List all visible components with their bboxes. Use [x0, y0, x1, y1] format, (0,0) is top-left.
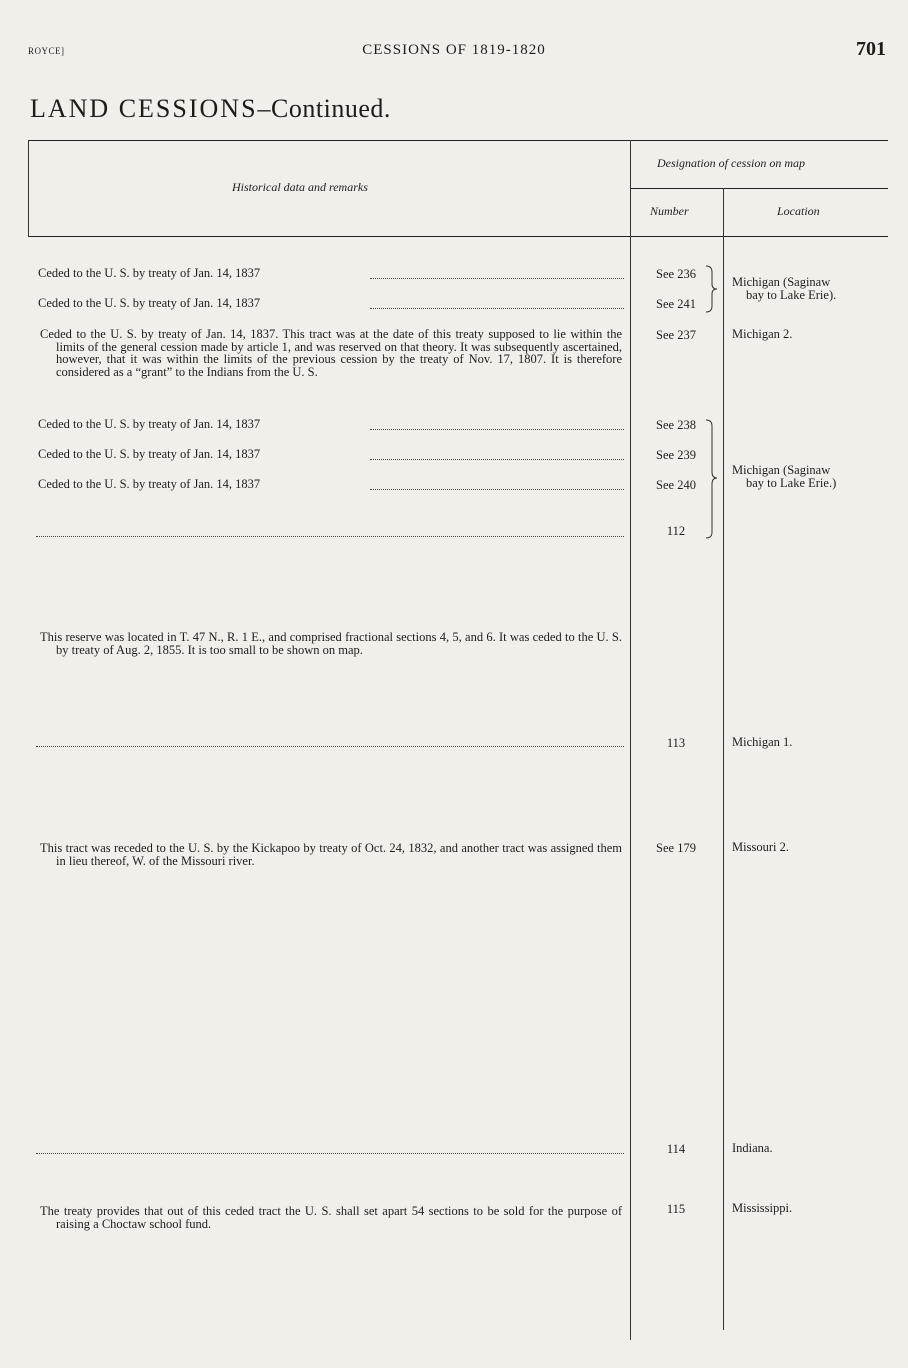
- row-remark: Ceded to the U. S. by treaty of Jan. 14, 1837: [38, 266, 261, 280]
- leader-dots: [370, 278, 624, 279]
- row-number: See 241: [656, 297, 696, 311]
- page-title: [30, 94, 391, 124]
- row-location: Michigan 1.: [732, 735, 793, 749]
- running-head-title: CESSIONS OF 1819-1820: [362, 42, 546, 58]
- row-number: See 239: [656, 448, 696, 462]
- location-line: bay to Lake Erie.): [746, 475, 837, 490]
- row-number: See 237: [656, 328, 696, 342]
- leader-dots: [36, 536, 624, 537]
- row-remark: This tract was receded to the U. S. by the Kickapoo by treaty of Oct. 24, 1832, and another tract was assigned them in lieu thereof, W. of the Missouri river.: [40, 841, 622, 868]
- row-number: 115: [666, 1202, 686, 1216]
- row-number: 114: [666, 1142, 686, 1156]
- leader-dots: [370, 459, 624, 460]
- row-number: 112: [666, 524, 686, 538]
- designation-rule: [630, 188, 888, 189]
- location-line: Michigan (Saginaw: [732, 463, 831, 477]
- location-group-a: [732, 276, 892, 301]
- location-line: bay to Lake Erie).: [746, 287, 837, 302]
- leader-dots: [370, 308, 624, 309]
- row-remark: The treaty provides that out of this ceded tract the U. S. shall set apart 54 sections to be sold for the purpose of raising a Choctaw school fund.: [40, 1204, 622, 1231]
- leader-dots: [370, 489, 624, 490]
- row-number: 113: [666, 736, 686, 750]
- column-divider-number: [723, 188, 724, 1330]
- row-location: Indiana.: [732, 1141, 773, 1155]
- leader-dots: [370, 429, 624, 430]
- row-number: See 238: [656, 418, 696, 432]
- row-location: Missouri 2.: [732, 840, 789, 854]
- row-number: See 179: [656, 841, 696, 855]
- row-remark: Ceded to the U. S. by treaty of Jan. 14, 1837. This tract was at the date of this treaty supposed to lie within the limits of the general cession made by article 1, and was reserved on that theory. It was subsequently ascertained, however, that it was within the limits of the previous cession by the treaty of Nov. 17, 1807. It is therefore considered as a “grant” to the Indians from the U. S.: [40, 327, 622, 379]
- running-head-author: ROYCE]: [28, 46, 65, 56]
- leader-dots: [36, 1153, 624, 1154]
- location-line: Michigan (Saginaw: [732, 275, 831, 289]
- row-remark: Ceded to the U. S. by treaty of Jan. 14, 1837: [38, 417, 261, 431]
- brace-icon: [704, 264, 718, 314]
- location-group-b: [732, 464, 892, 489]
- header-bottom-rule: [28, 236, 888, 237]
- table-top-rule: [28, 140, 888, 141]
- title-continued: –Continued.: [257, 94, 391, 123]
- brace-icon: [704, 418, 718, 540]
- header-designation: Designation of cession on map: [657, 156, 805, 170]
- table-left-border: [28, 140, 29, 237]
- row-location: Mississippi.: [732, 1201, 793, 1215]
- column-divider-remarks: [630, 140, 631, 1340]
- row-remark: This reserve was located in T. 47 N., R. 1 E., and comprised fractional sections 4, 5, and 6. It was ceded to the U. S. by treaty of Aug. 2, 1855. It is too small to be shown on map.: [40, 630, 622, 657]
- row-number: See 236: [656, 267, 696, 281]
- row-remark: Ceded to the U. S. by treaty of Jan. 14, 1837: [38, 447, 261, 461]
- row-location: Michigan 2.: [732, 327, 793, 341]
- title-main: LAND CESSIONS: [30, 94, 258, 123]
- row-remark: Ceded to the U. S. by treaty of Jan. 14, 1837: [38, 296, 261, 310]
- header-number: Number: [650, 204, 689, 218]
- leader-dots: [36, 746, 624, 747]
- running-head: [0, 40, 908, 64]
- header-location: Location: [777, 204, 820, 218]
- header-remarks: Historical data and remarks: [232, 180, 368, 194]
- row-number: See 240: [656, 478, 696, 492]
- row-remark: Ceded to the U. S. by treaty of Jan. 14, 1837: [38, 477, 261, 491]
- page-number: 701: [856, 38, 886, 60]
